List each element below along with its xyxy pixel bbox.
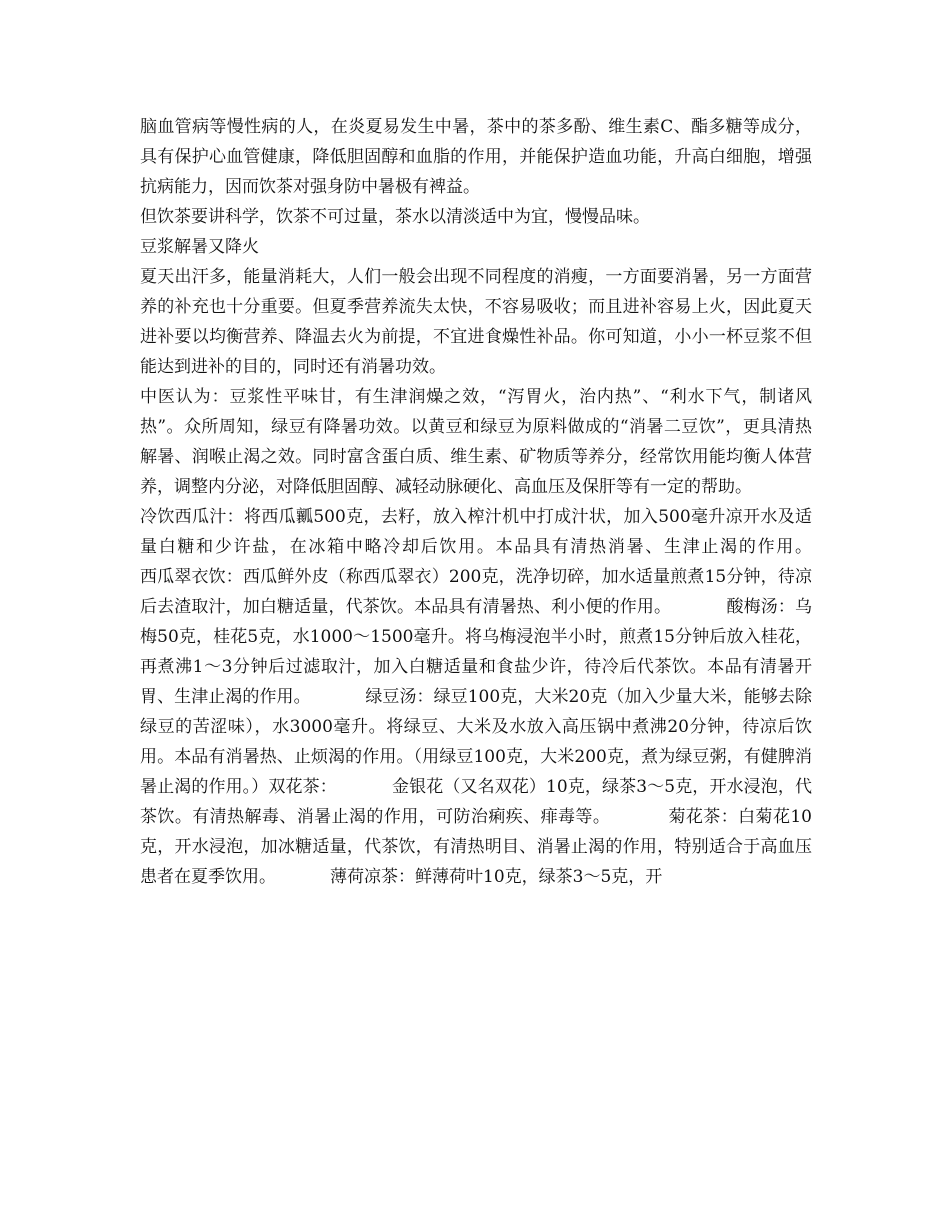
paragraph-drink-recipes: 冷饮西瓜汁：将西瓜瓤500克，去籽，放入榨汁机中打成汁状，加入500毫升凉开水及适量白糖和少许盐，在冰箱中略冷却后饮用。本品具有清热消暑、生津止渴的作用。 西瓜翠衣饮：西瓜鲜外皮（称西瓜翠衣）200克，洗净切碎，加水适量煎煮15分钟，待凉后去渣取汁，加白糖适量，代茶饮。本品具有清暑热、利小便的作用。 酸梅汤：乌梅50克，桂花5克，水1000～1500毫升。将乌梅浸泡半小时，煎煮15分钟后放入桂花，再煮沸1～3分钟后过滤取汁，加入白糖适量和食盐少许，待冷后代茶饮。本品有清暑开胃、生津止渴的作用。 绿豆汤：绿豆100克，大米20克（加入少量大米，能够去除绿豆的苦涩味），水3000毫升。将绿豆、大米及水放入高压锅中煮沸20分钟，待凉后饮用。本品有消暑热、止烦渴的作用。（用绿豆100克，大米200克，煮为绿豆粥，有健脾消暑止渴的作用。）双花茶： 金银花（又名双花）10克，绿茶3～5克，开水浸泡，代茶饮。有清热解毒、消暑止渴的作用，可防治痢疾、痱毒等。 菊花茶：白菊花10克，开水浸泡，加冰糖适量，代茶饮，有清热明目、消暑止渴的作用，特别适合于高血压患者在夏季饮用。 薄荷凉茶：鲜薄荷叶10克，绿茶3～5克，开 <box>140 507 877 887</box>
paragraph-tea-benefits: 脑血管病等慢性病的人，在炎夏易发生中暑，茶中的茶多酚、维生素C、酯多糖等成分，具有保护心血管健康，降低胆固醇和血脂的作用，并能保护造血功能，升高白细胞，增强抗病能力，因而饮茶对强身防中暑极有裨益。 <box>140 117 812 197</box>
section-heading-soy-milk: 豆浆解暑又降火 <box>140 237 259 257</box>
body-text <box>140 112 877 892</box>
paragraph-summer-nutrition: 夏天出汗多，能量消耗大，人们一般会出现不同程度的消瘦，一方面要消暑，另一方面营养的补充也十分重要。但夏季营养流失太快，不容易吸收；而且进补容易上火，因此夏天进补要以均衡营养、降温去火为前提，不宜进食燥性补品。你可知道，小小一杯豆浆不但能达到进补的目的，同时还有消暑功效。 <box>140 267 812 377</box>
paragraph-tea-advice: 但饮茶要讲科学，饮茶不可过量，茶水以清淡适中为宜，慢慢品味。 <box>140 207 650 227</box>
paragraph-tcm-view: 中医认为：豆浆性平味甘，有生津润燥之效，“泻胃火，治内热”、“利水下气，制诸风热”。众所周知，绿豆有降暑功效。以黄豆和绿豆为原料做成的“消暑二豆饮”，更具清热解暑、润喉止渴之效。同时富含蛋白质、维生素、矿物质等养分，经常饮用能均衡人体营养，调整内分泌，对降低胆固醇、减轻动脉硬化、高血压及保肝等有一定的帮助。 <box>140 387 812 497</box>
